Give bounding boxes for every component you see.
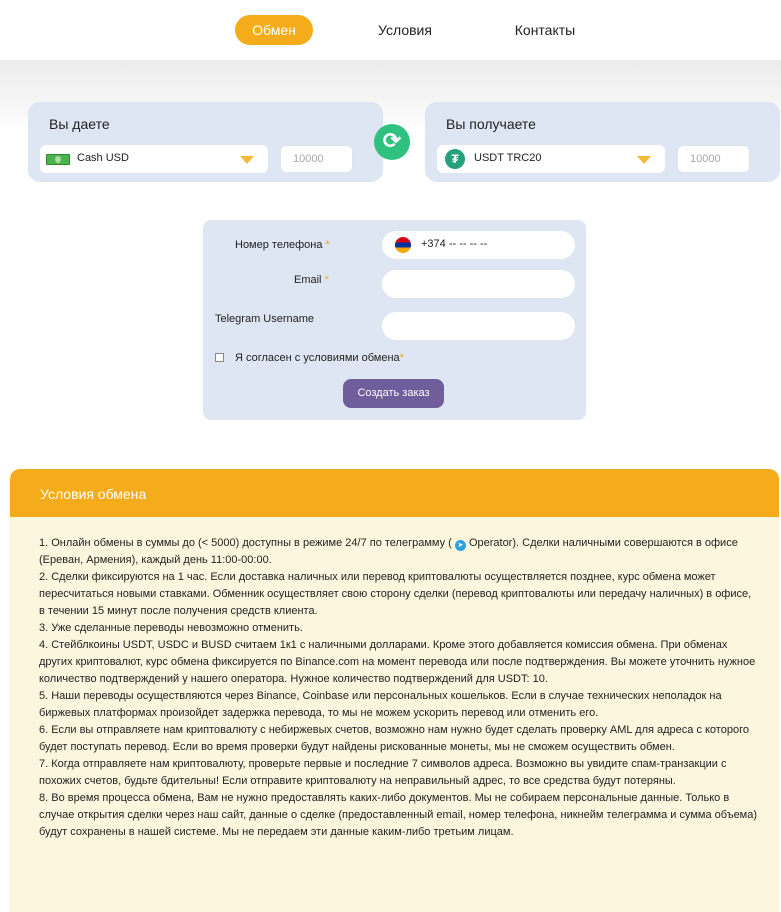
create-order-button[interactable]: Создать заказ: [343, 379, 444, 408]
condition-item: 4. Стейблкоины USDT, USDC и BUSD считаем 1к1 с наличными долларами. Кроме этого добавляется комиссия обмена. При обменах других криптовалют, курс обмена фиксируется по Binance.com на момент перевода или после подтверждения. Вы можете уточнить нужное количество подтверждений у нашего оператора. Нужное количество подтверждений для USDT: 10.: [39, 639, 756, 685]
swap-icon[interactable]: ⟳: [374, 124, 410, 160]
nav-tab-contacts[interactable]: Контакты: [514, 22, 576, 38]
tether-icon: ₮: [445, 149, 465, 169]
nav-tab-exchange[interactable]: Обмен: [235, 15, 313, 45]
order-form: [203, 220, 586, 420]
top-navigation: [0, 0, 781, 60]
chevron-down-icon: [240, 156, 254, 164]
phone-input[interactable]: [382, 231, 575, 259]
give-card: [28, 102, 383, 182]
conditions-panel: [10, 469, 779, 912]
condition-item: 7. Когда отправляете нам криптовалюту, проверьте первые и последние 7 символов адреса. Возможно вы увидите спам-транзакции с похожих счетов, будьте бдительны! Если отправите криптовалюту на неправильный адрес, то все средства будут потеряны.: [39, 758, 727, 787]
condition-item: 8. Во время процесса обмена, Вам не нужно предоставлять каких-либо документов. Мы не собираем персональные данные. Только в случае открытия сделки через наш сайт, данные о сделке (предоставленный email, номер телефона, никнейм телеграмма и сумма объема) будут сохранены в нашей системе. Мы не передаем эти данные каким-либо третьим лицам.: [39, 792, 758, 838]
phone-label: Номер телефона *: [235, 239, 330, 251]
operator-link[interactable]: Operator: [468, 537, 513, 549]
agree-label: Я согласен с условиями обмена*: [235, 352, 404, 364]
conditions-title: Условия обмена: [10, 469, 779, 517]
give-currency-select[interactable]: [40, 145, 268, 173]
phone-mask: +374 -- -- -- --: [421, 238, 488, 250]
get-amount-input[interactable]: [677, 145, 750, 173]
conditions-list: [39, 535, 759, 841]
condition-item: 6. Если вы отправляете нам криптовалюту с небиржевых счетов, возможно нам нужно будет сделать проверку AML для адреса с которого будет поступать перевод. Если во время проверки будут найдены рискованные монеты, мы не сможем осуществить обмен.: [39, 724, 749, 753]
give-title: Вы даете: [49, 116, 110, 132]
cash-icon: [46, 154, 70, 165]
email-field[interactable]: [382, 270, 575, 298]
condition-item: 3. Уже сделанные переводы невозможно отменить.: [39, 622, 303, 634]
telegram-field[interactable]: [382, 312, 575, 340]
agree-checkbox[interactable]: [215, 353, 224, 362]
condition-item: 2. Сделки фиксируются на 1 час. Если доставка наличных или перевод криптовалюты осуществляется позднее, курс обмена может пересчитаться новыми ставками. Обменник осуществляет свою сторону сделки (перевод криптовалюты или передачу наличных) в офисе, в течении 15 минут после получения средств клиента.: [39, 571, 752, 617]
armenia-flag-icon: [395, 237, 411, 253]
email-label: Email *: [294, 274, 329, 286]
telegram-label: Telegram Username: [215, 313, 315, 325]
chevron-down-icon: [637, 156, 651, 164]
condition-item: 5. Наши переводы осуществляются через Binance, Coinbase или персональных кошельков. Если в случае технических неполадок на биржевых платформах произойдет задержка перевода, то мы не можем ускорить перевод или отменить его.: [39, 690, 722, 719]
give-amount-input[interactable]: [280, 145, 353, 173]
get-currency-select[interactable]: [437, 145, 665, 173]
get-currency-label: USDT TRC20: [474, 152, 542, 164]
nav-tab-conditions[interactable]: Условия: [378, 22, 432, 38]
get-title: Вы получаете: [446, 116, 536, 132]
give-currency-label: Cash USD: [77, 152, 129, 164]
telegram-icon: ➤: [455, 540, 466, 551]
condition-item: 1. Онлайн обмены в суммы до (< 5000) доступны в режиме 24/7 по телеграмму ( ➤ Operator). Сделки наличными совершаются в офисе (Ереван, Армения), каждый день 11:00-00:00.: [39, 537, 738, 566]
get-card: [425, 102, 780, 182]
